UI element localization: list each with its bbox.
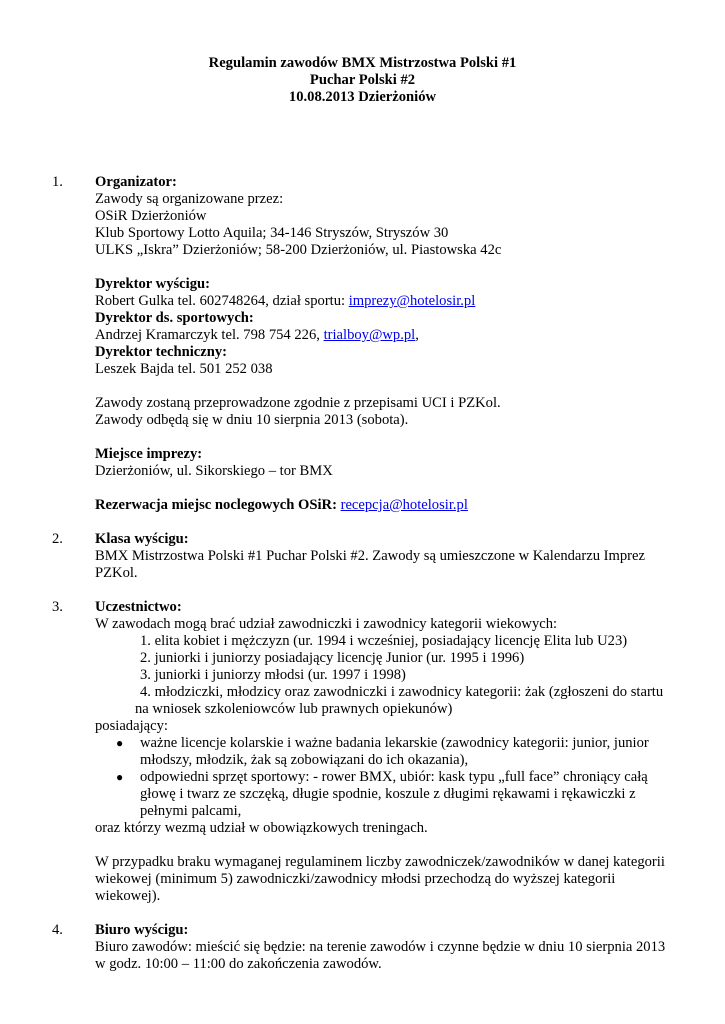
category-item: 3. juniorki i juniorzy młodsi (ur. 1997 i 1998)	[140, 667, 406, 683]
section-heading: Biuro wyścigu:	[95, 922, 189, 938]
sport-director-suffix: ,	[415, 327, 419, 343]
sport-director-label: Dyrektor ds. sportowych:	[95, 310, 254, 326]
venue-text: Dzierżoniów, ul. Sikorskiego – tor BMX	[95, 463, 333, 479]
document-title-line1: Regulamin zawodów BMX Mistrzostwa Polski #1	[208, 55, 517, 71]
section-number: 4.	[52, 922, 63, 938]
tech-director-text: Leszek Bajda tel. 501 252 038	[95, 361, 273, 377]
booking-email-link[interactable]: recepcja@hotelosir.pl	[340, 497, 468, 513]
race-director-email-link[interactable]: imprezy@hotelosir.pl	[348, 293, 476, 309]
text-line: PZKol.	[95, 565, 138, 581]
bullet-icon: ●	[116, 770, 124, 784]
category-item: 1. elita kobiet i mężczyzn (ur. 1994 i wcześniej, posiadający licencję Elita lub U23)	[140, 633, 628, 649]
booking-label: Rezerwacja miejsc noclegowych OSiR:	[95, 497, 337, 513]
text-line: oraz którzy wezmą udział w obowiązkowych treningach.	[95, 820, 428, 836]
bullet-icon: ●	[116, 736, 124, 750]
sport-director-email-link[interactable]: trialboy@wp.pl	[323, 327, 416, 343]
section-heading: Uczestnictwo:	[95, 599, 182, 615]
section-number: 3.	[52, 599, 63, 615]
text-line: w godz. 10:00 – 11:00 do zakończenia zawodów.	[95, 956, 382, 972]
category-item: 4. młodziczki, młodzicy oraz zawodniczki i zawodnicy kategorii: żak (zgłoszeni do startu	[140, 684, 664, 700]
bullet-item-continuation: pełnymi palcami,	[140, 803, 242, 819]
text-line: W zawodach mogą brać udział zawodniczki i zawodnicy kategorii wiekowych:	[95, 616, 558, 632]
bullet-item: odpowiedni sprzęt sportowy: - rower BMX, ubiór: kask typu „full face” chroniący całą	[140, 769, 648, 785]
text-line: Zawody są organizowane przez:	[95, 191, 284, 207]
date-line: Zawody odbędą się w dniu 10 sierpnia 2013 (sobota).	[95, 412, 409, 428]
bullet-item-continuation: młodszy, młodzik, żak są zobowiązani do ich okazania),	[140, 752, 469, 768]
text-line: wiekowej (minimum 5) zawodniczki/zawodnicy młodsi przechodzą do wyższej kategorii	[95, 871, 616, 887]
text-line: posiadający:	[95, 718, 168, 734]
text-line: ULKS „Iskra” Dzierżoniów; 58-200 Dzierżoniów, ul. Piastowska 42c	[95, 242, 502, 258]
text-line: OSiR Dzierżoniów	[95, 208, 207, 224]
text-line: wiekowej).	[95, 888, 161, 904]
section-number: 1.	[52, 174, 63, 190]
tech-director-label: Dyrektor techniczny:	[95, 344, 227, 360]
race-director-line	[95, 293, 475, 310]
text-line: W przypadku braku wymaganej regulaminem liczby zawodniczek/zawodników w danej kategorii	[95, 854, 665, 870]
text-line: Klub Sportowy Lotto Aquila; 34-146 Stryszów, Stryszów 30	[95, 225, 449, 241]
venue-label: Miejsce imprezy:	[95, 446, 203, 462]
text-line: BMX Mistrzostwa Polski #1 Puchar Polski #2. Zawody są umieszczone w Kalendarzu Imprez	[95, 548, 645, 564]
bullet-item: ważne licencje kolarskie i ważne badania lekarskie (zawodnicy kategorii: junior, junior	[140, 735, 649, 751]
race-director-text: Robert Gulka tel. 602748264, dział sportu:	[95, 293, 349, 309]
section-number: 2.	[52, 531, 63, 547]
bullet-item-continuation: głowę i twarz ze szczęką, długie spodnie, koszule z długimi rękawami i rękawiczki z	[140, 786, 636, 802]
document-title-line2: Puchar Polski #2	[309, 72, 416, 88]
rules-line: Zawody zostaną przeprowadzone zgodnie z przepisami UCI i PZKol.	[95, 395, 501, 411]
text-line: Biuro zawodów: mieścić się będzie: na terenie zawodów i czynne będzie w dniu 10 sierpnia 2013	[95, 939, 666, 955]
sport-director-line	[95, 327, 419, 344]
document-title-line3: 10.08.2013 Dzierżoniów	[288, 89, 437, 105]
section-heading: Organizator:	[95, 174, 177, 190]
category-item: 2. juniorki i juniorzy posiadający licencję Junior (ur. 1995 i 1996)	[140, 650, 525, 666]
category-item-continuation: na wniosek szkoleniowców lub prawnych opiekunów)	[135, 701, 453, 717]
race-director-label: Dyrektor wyścigu:	[95, 276, 210, 292]
booking-line	[95, 497, 468, 514]
sport-director-text: Andrzej Kramarczyk tel. 798 754 226,	[95, 327, 324, 343]
section-heading: Klasa wyścigu:	[95, 531, 189, 547]
